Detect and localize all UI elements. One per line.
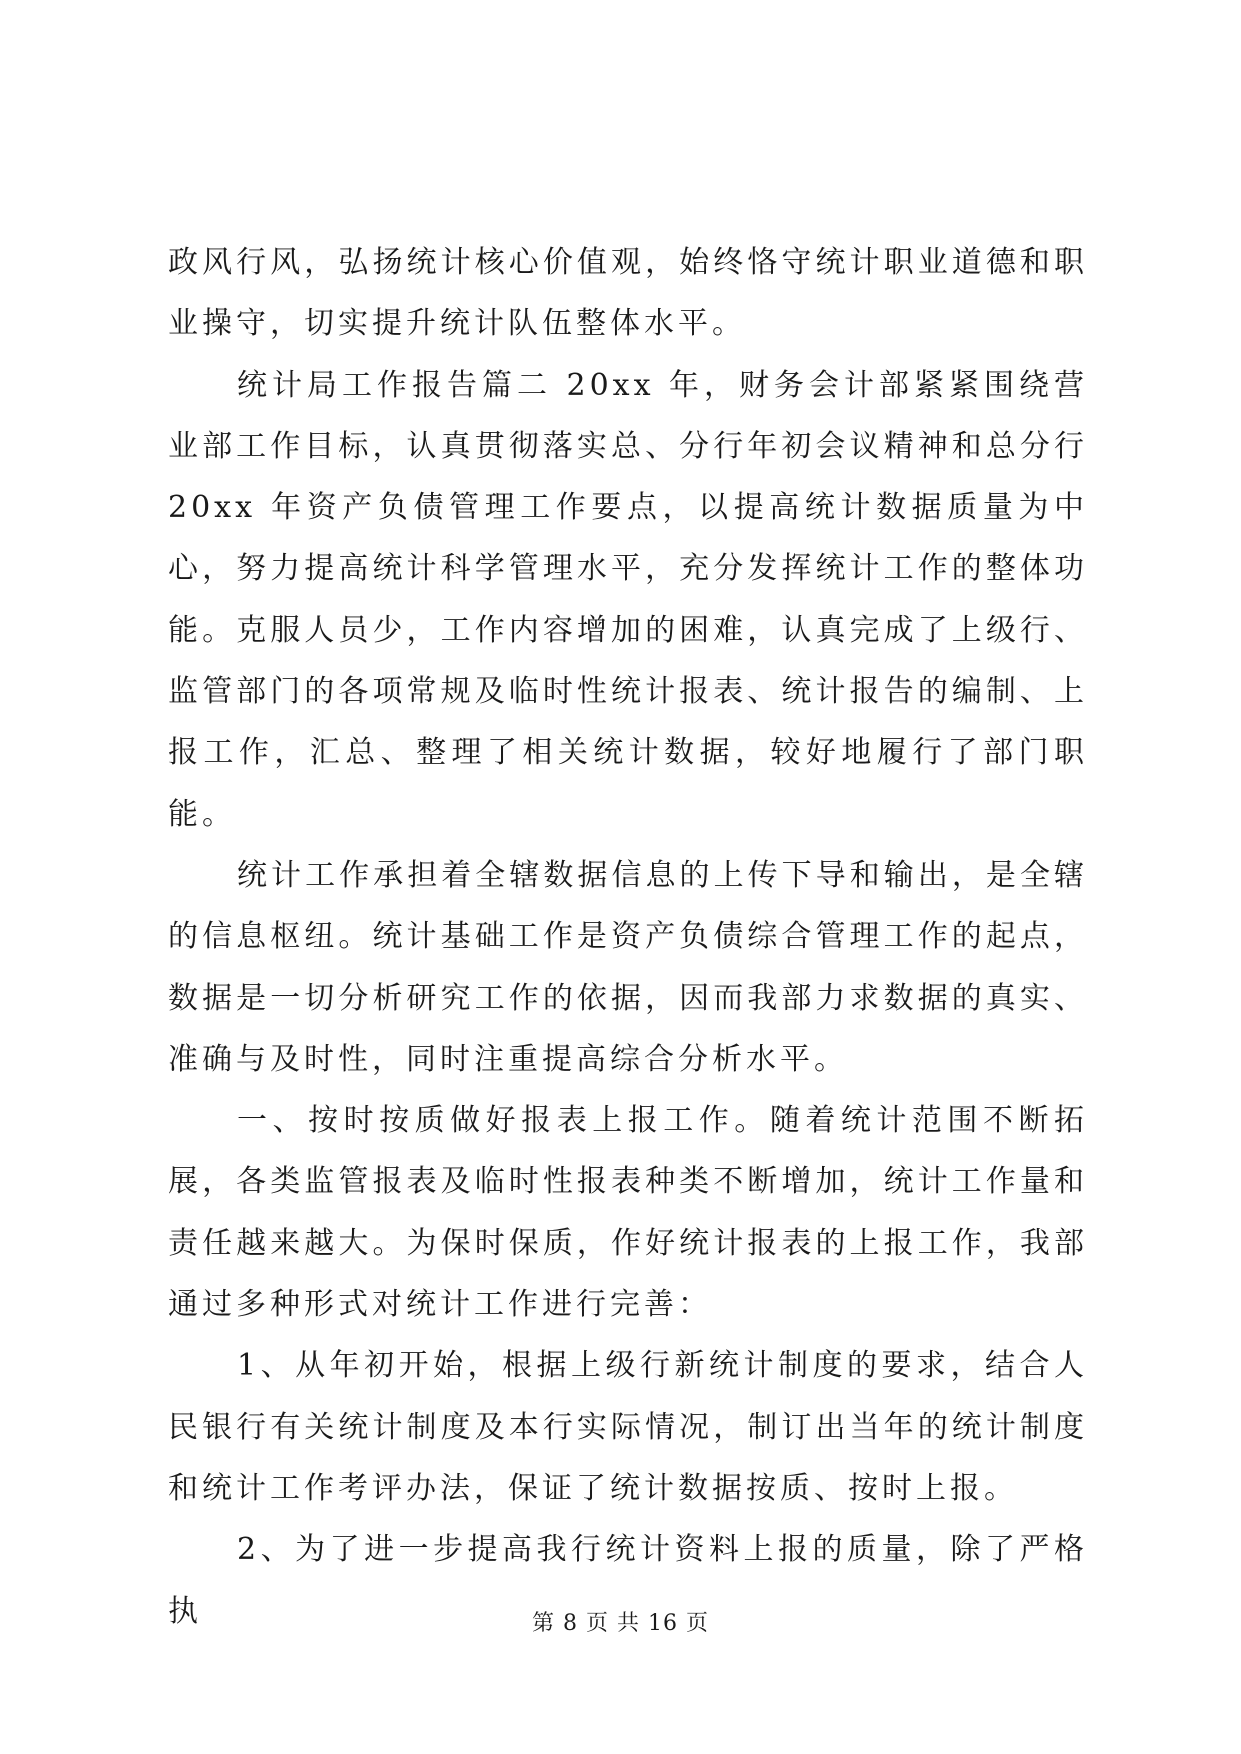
paragraph-continuation: 政风行风，弘扬统计核心价值观，始终恪守统计职业道德和职业操守，切实提升统计队伍整体水平。: [168, 245, 1088, 342]
paragraph-statistics-hub: 统计工作承担着全辖数据信息的上传下导和输出，是全辖的信息枢纽。统计基础工作是资产负债综合管理工作的起点，数据是一切分析研究工作的依据，因而我部力求数据的真实、准确与及时性，同时注重提高综合分析水平。: [168, 857, 1088, 1077]
paragraph-item-two: 2、为了进一步提高我行统计资料上报的质量，除了严格执: [168, 1532, 1088, 1629]
paragraph-item-one: 1、从年初开始，根据上级行新统计制度的要求，结合人民银行有关统计制度及本行实际情况，制订出当年的统计制度和统计工作考评办法，保证了统计数据按质、按时上报。: [168, 1348, 1088, 1506]
body-text: [168, 232, 1088, 1642]
paragraph-report-intro: 统计局工作报告篇二 20xx 年，财务会计部紧紧围绕营业部工作目标，认真贯彻落实总、分行年初会议精神和总分行 20xx 年资产负债管理工作要点，以提高统计数据质量为中心，努力提高统计科学管理水平，充分发挥统计工作的整体功能。克服人员少，工作内容增加的困难，认真完成了上级行、监管部门的各项常规及临时性统计报表、统计报告的编制、上报工作，汇总、整理了相关统计数据，较好地履行了部门职能。: [168, 367, 1088, 832]
paragraph-section-one: 一、按时按质做好报表上报工作。随着统计范围不断拓展，各类监管报表及临时性报表种类不断增加，统计工作量和责任越来越大。为保时保质，作好统计报表的上报工作，我部通过多种形式对统计工作进行完善：: [168, 1103, 1088, 1323]
page-footer: 第 8 页 共 16 页: [532, 1611, 709, 1636]
